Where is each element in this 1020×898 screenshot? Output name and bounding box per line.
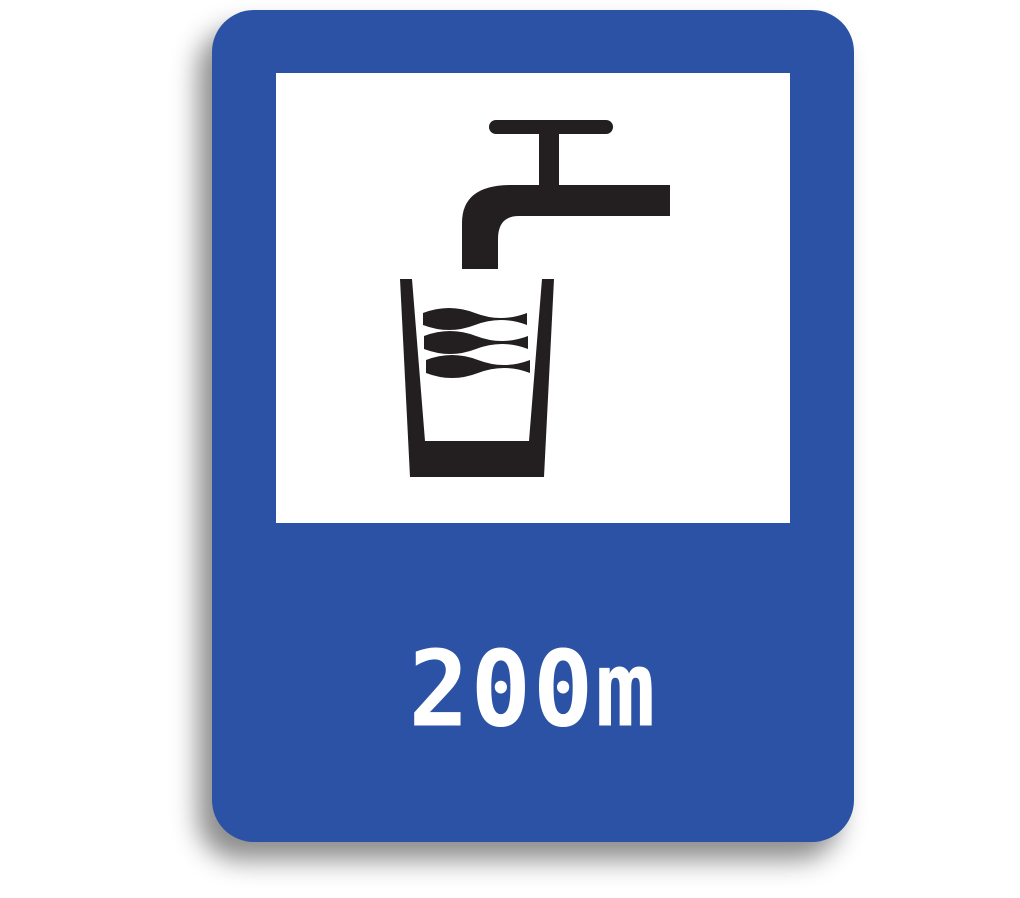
pictogram-panel	[276, 73, 790, 523]
tap-spout	[462, 185, 670, 269]
distance-label: 200m	[408, 628, 658, 751]
water-tap-and-glass-icon	[276, 73, 790, 523]
glass-outline	[400, 279, 554, 477]
water-tap-icon	[462, 120, 670, 269]
drinking-glass-icon	[400, 279, 554, 477]
water-wave-middle	[424, 331, 528, 354]
water-wave-bottom	[426, 355, 530, 378]
water-wave-top	[423, 308, 527, 330]
tap-stem	[539, 128, 559, 188]
